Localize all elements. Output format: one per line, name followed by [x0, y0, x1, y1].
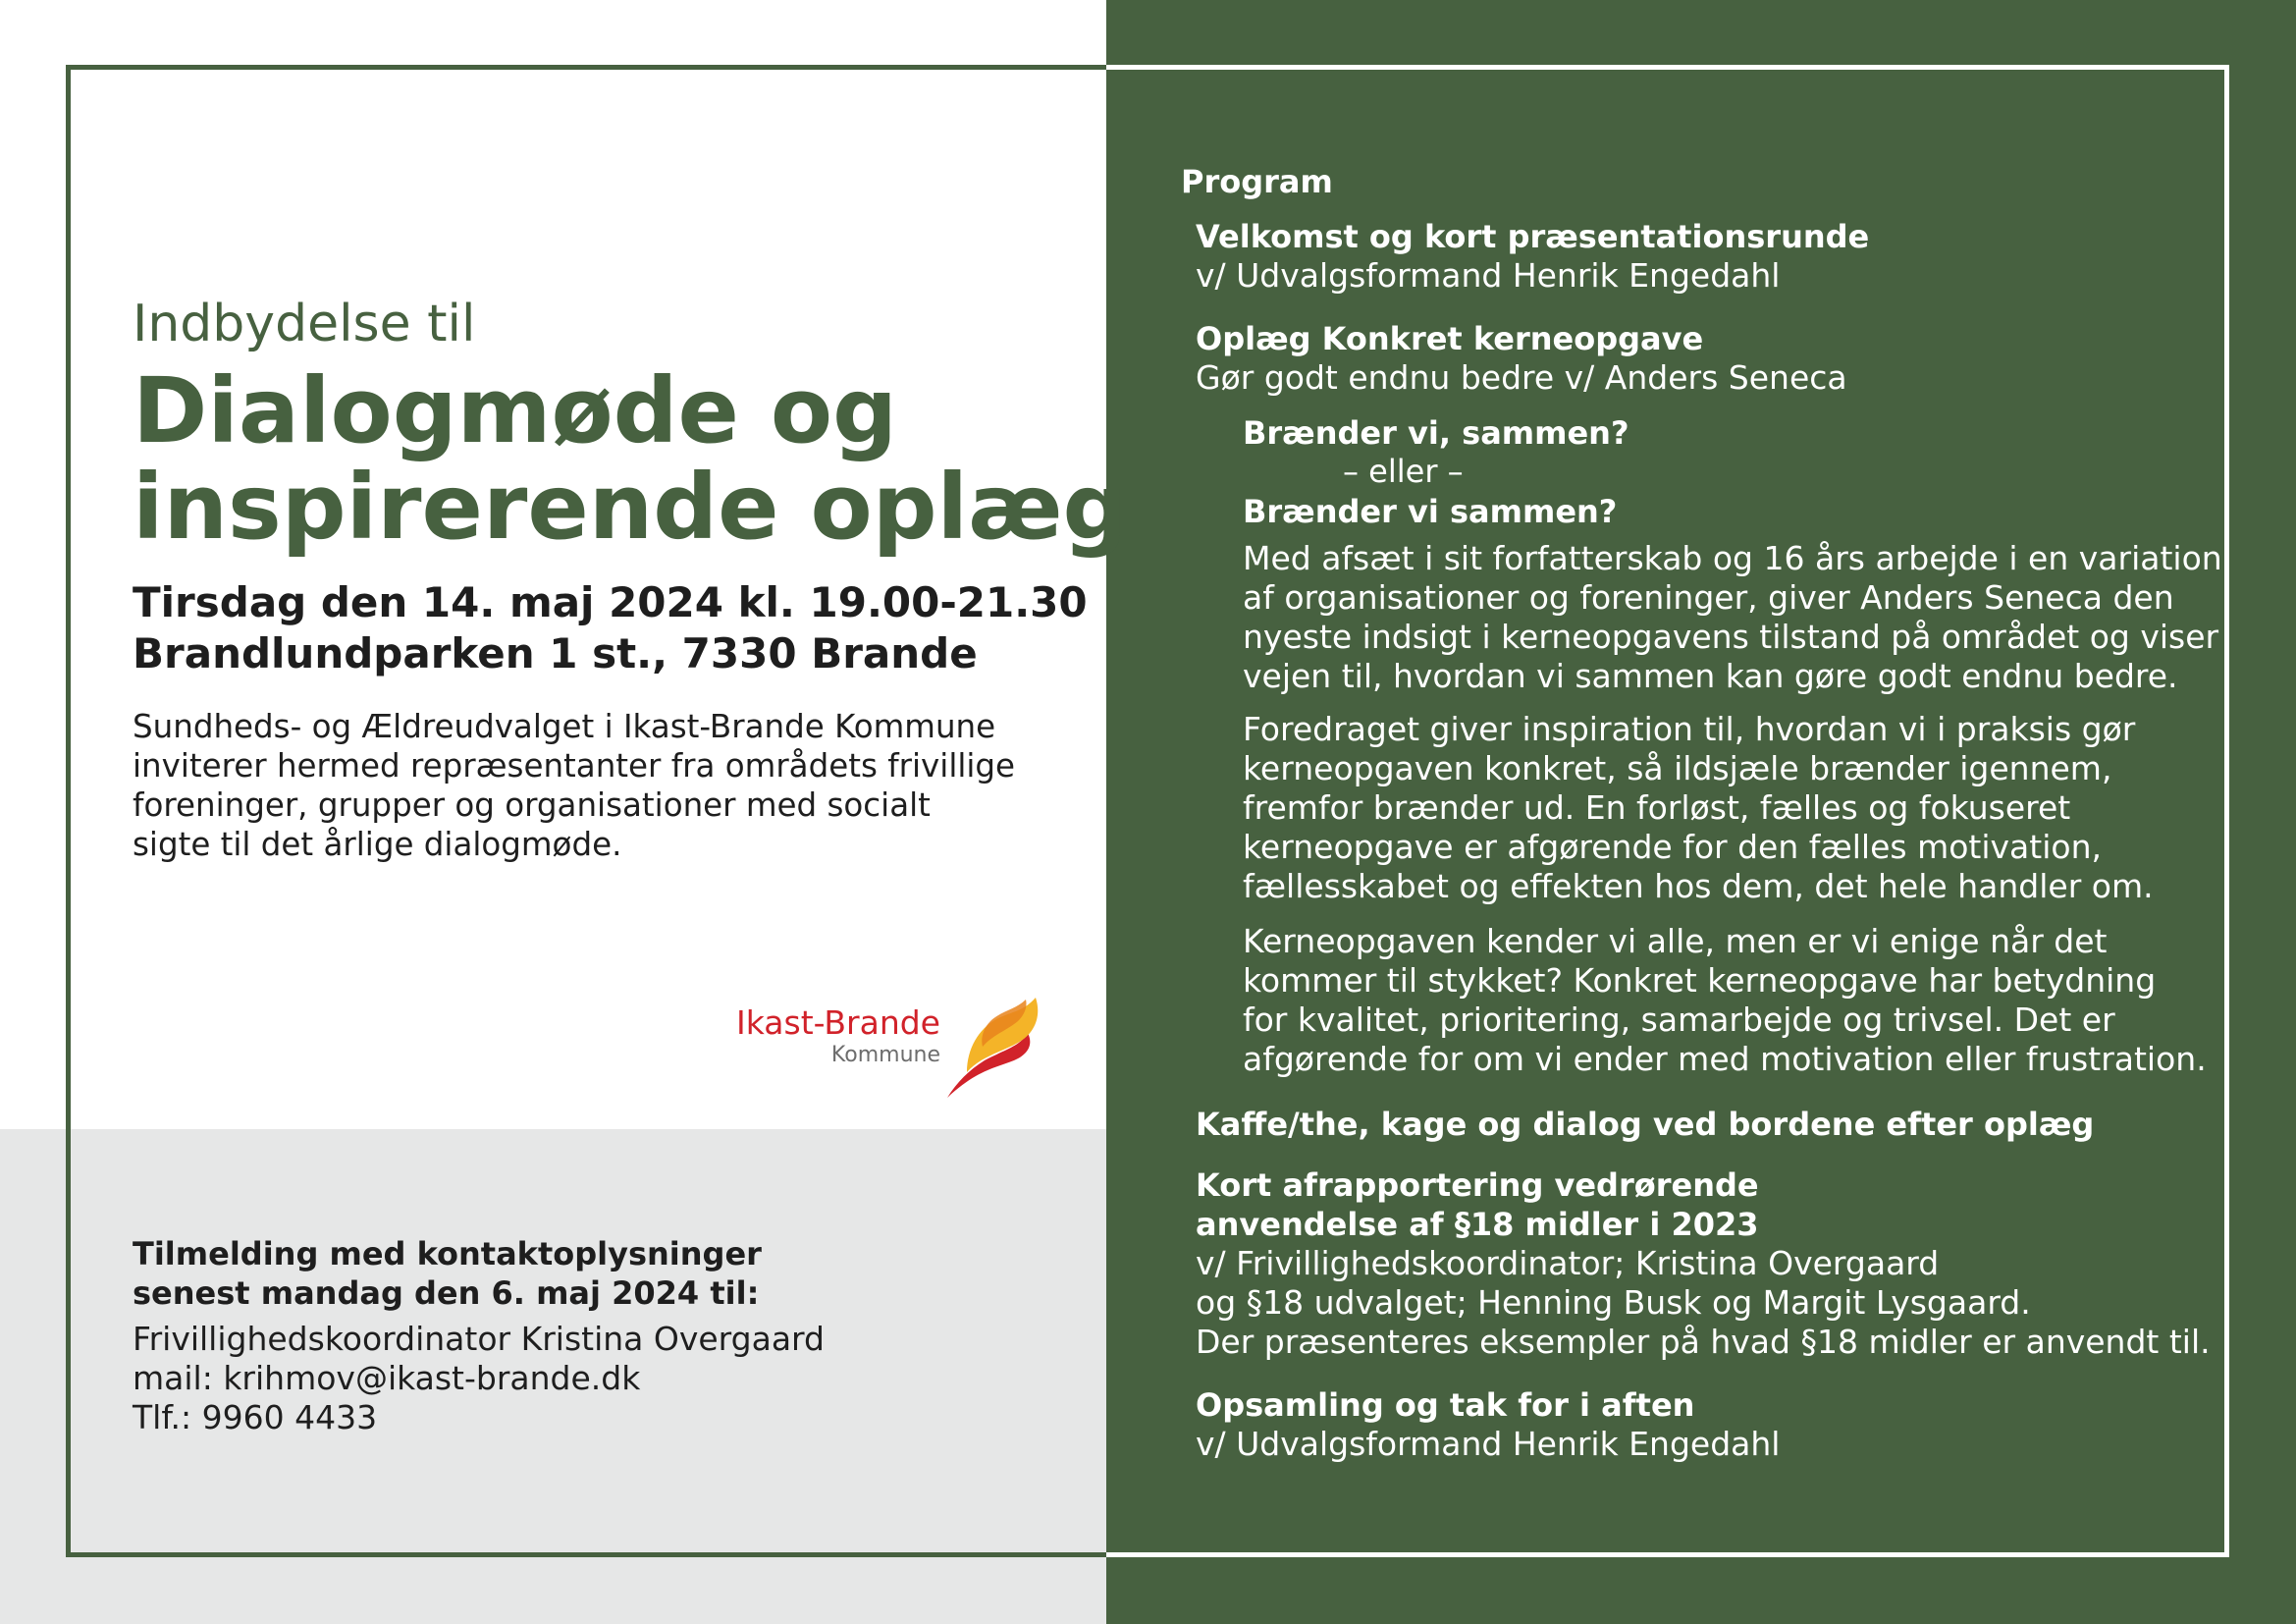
program-item-text: v/ Frivillighedskoordinator; Kristina Overgaard — [1196, 1244, 1940, 1282]
program-item-closing — [1196, 1385, 1780, 1464]
program-item-welcome — [1196, 217, 1869, 296]
program-item-coffee — [1196, 1105, 2094, 1144]
program-item-heading: Opsamling og tak for i aften — [1196, 1386, 1695, 1424]
program-item-text: og §18 udvalget; Henning Busk og Margit Lysgaard. — [1196, 1283, 2031, 1322]
paragraph-line: fremfor brænder ud. En forløst, fælles og fokuseret — [1243, 788, 2071, 827]
paragraph-line: fællesskabet og effekten hos dem, det hele handler om. — [1243, 867, 2154, 905]
paragraph-line: kerneopgave er afgørende for den fælles motivation, — [1243, 828, 2102, 866]
paragraph-line: nyeste indsigt i kerneopgavens tilstand på området og viser — [1243, 618, 2219, 656]
title-line: Dialogmøde og — [133, 358, 897, 463]
paragraph-line: kommer til stykket? Konkret kerneopgave har betydning — [1243, 961, 2157, 1000]
description-line: sigte til det årlige dialogmøde. — [133, 826, 622, 863]
talk-or-separator: – eller – — [1343, 453, 1464, 490]
invitation-description — [133, 707, 1015, 864]
program-item-text: Gør godt endnu bedre v/ Anders Seneca — [1196, 358, 1847, 397]
paragraph-line: Kerneopgaven kender vi alle, men er vi enige når det — [1243, 922, 2108, 960]
signup-heading — [133, 1234, 762, 1313]
program-item-heading: Velkomst og kort præsentationsrunde — [1196, 218, 1870, 255]
page-title — [133, 358, 1128, 560]
description-line: Sundheds- og Ældreudvalget i Ikast-Brande Kommune — [133, 708, 996, 745]
event-address: Brandlundparken 1 st., 7330 Brande — [133, 629, 978, 677]
program-item-talk — [1196, 319, 1847, 398]
description-line: foreninger, grupper og organisationer med socialt — [133, 786, 931, 824]
program-item-text: Der præsenteres eksempler på hvad §18 midler er anvendt til. — [1196, 1323, 2211, 1361]
question-text: Brænder vi, sammen? — [1243, 414, 1629, 452]
paragraph-line: afgørende for om vi ender med motivation eller frustration. — [1243, 1040, 2207, 1078]
program-item-heading: Oplæg Konkret kerneopgave — [1196, 320, 1704, 357]
signup-heading-line: Tilmelding med kontaktoplysninger — [133, 1235, 762, 1272]
program-item-heading: anvendelse af §18 midler i 2023 — [1196, 1206, 1759, 1243]
signup-heading-line: senest mandag den 6. maj 2024 til: — [133, 1274, 760, 1312]
paragraph-line: Med afsæt i sit forfatterskab og 16 års arbejde i en variation — [1243, 539, 2222, 577]
flame-logo-icon — [937, 992, 1045, 1100]
program-item-report — [1196, 1165, 2211, 1362]
program-title: Program — [1181, 163, 1333, 200]
contact-name: Frivillighedskoordinator Kristina Overgaard — [133, 1320, 825, 1358]
intro-text: Indbydelse til — [133, 295, 476, 353]
logo-subtitle: Kommune — [830, 1043, 940, 1067]
event-date-time: Tirsdag den 14. maj 2024 kl. 19.00-21.30 — [133, 578, 1088, 626]
program-item-text: v/ Udvalgsformand Henrik Engedahl — [1196, 1425, 1781, 1463]
paragraph-line: kerneopgaven konkret, så ildsjæle brænder igennem, — [1243, 749, 2112, 787]
description-line: inviterer hermed repræsentanter fra områdets frivillige — [133, 747, 1016, 785]
paragraph-line: vejen til, hvordan vi sammen kan gøre godt endnu bedre. — [1243, 657, 2178, 695]
talk-paragraph-3 — [1243, 922, 2207, 1079]
talk-question-2 — [1243, 492, 1617, 531]
contact-phone: Tlf.: 9960 4433 — [133, 1398, 378, 1436]
talk-paragraph-2 — [1243, 710, 2154, 906]
question-text: Brænder vi sammen? — [1243, 493, 1618, 530]
paragraph-line: Foredraget giver inspiration til, hvordan vi i praksis gør — [1243, 710, 2136, 748]
paragraph-line: af organisationer og foreninger, giver Anders Seneca den — [1243, 578, 2174, 617]
contact-email: mail: krihmov@ikast-brande.dk — [133, 1359, 641, 1397]
ikast-brande-logo — [736, 992, 1050, 1100]
signup-contact — [133, 1320, 825, 1437]
paragraph-line: for kvalitet, prioritering, samarbejde og trivsel. Det er — [1243, 1001, 2115, 1039]
program-item-text: v/ Udvalgsformand Henrik Engedahl — [1196, 256, 1781, 295]
event-details — [133, 577, 1088, 679]
program-item-heading: Kaffe/the, kage og dialog ved bordene efter oplæg — [1196, 1106, 2095, 1143]
program-item-heading: Kort afrapportering vedrørende — [1196, 1166, 1759, 1204]
logo-name: Ikast-Brande — [736, 1003, 940, 1042]
title-line: inspirerende oplæg — [133, 455, 1128, 560]
talk-paragraph-1 — [1243, 539, 2222, 696]
talk-question-1 — [1243, 413, 1629, 453]
